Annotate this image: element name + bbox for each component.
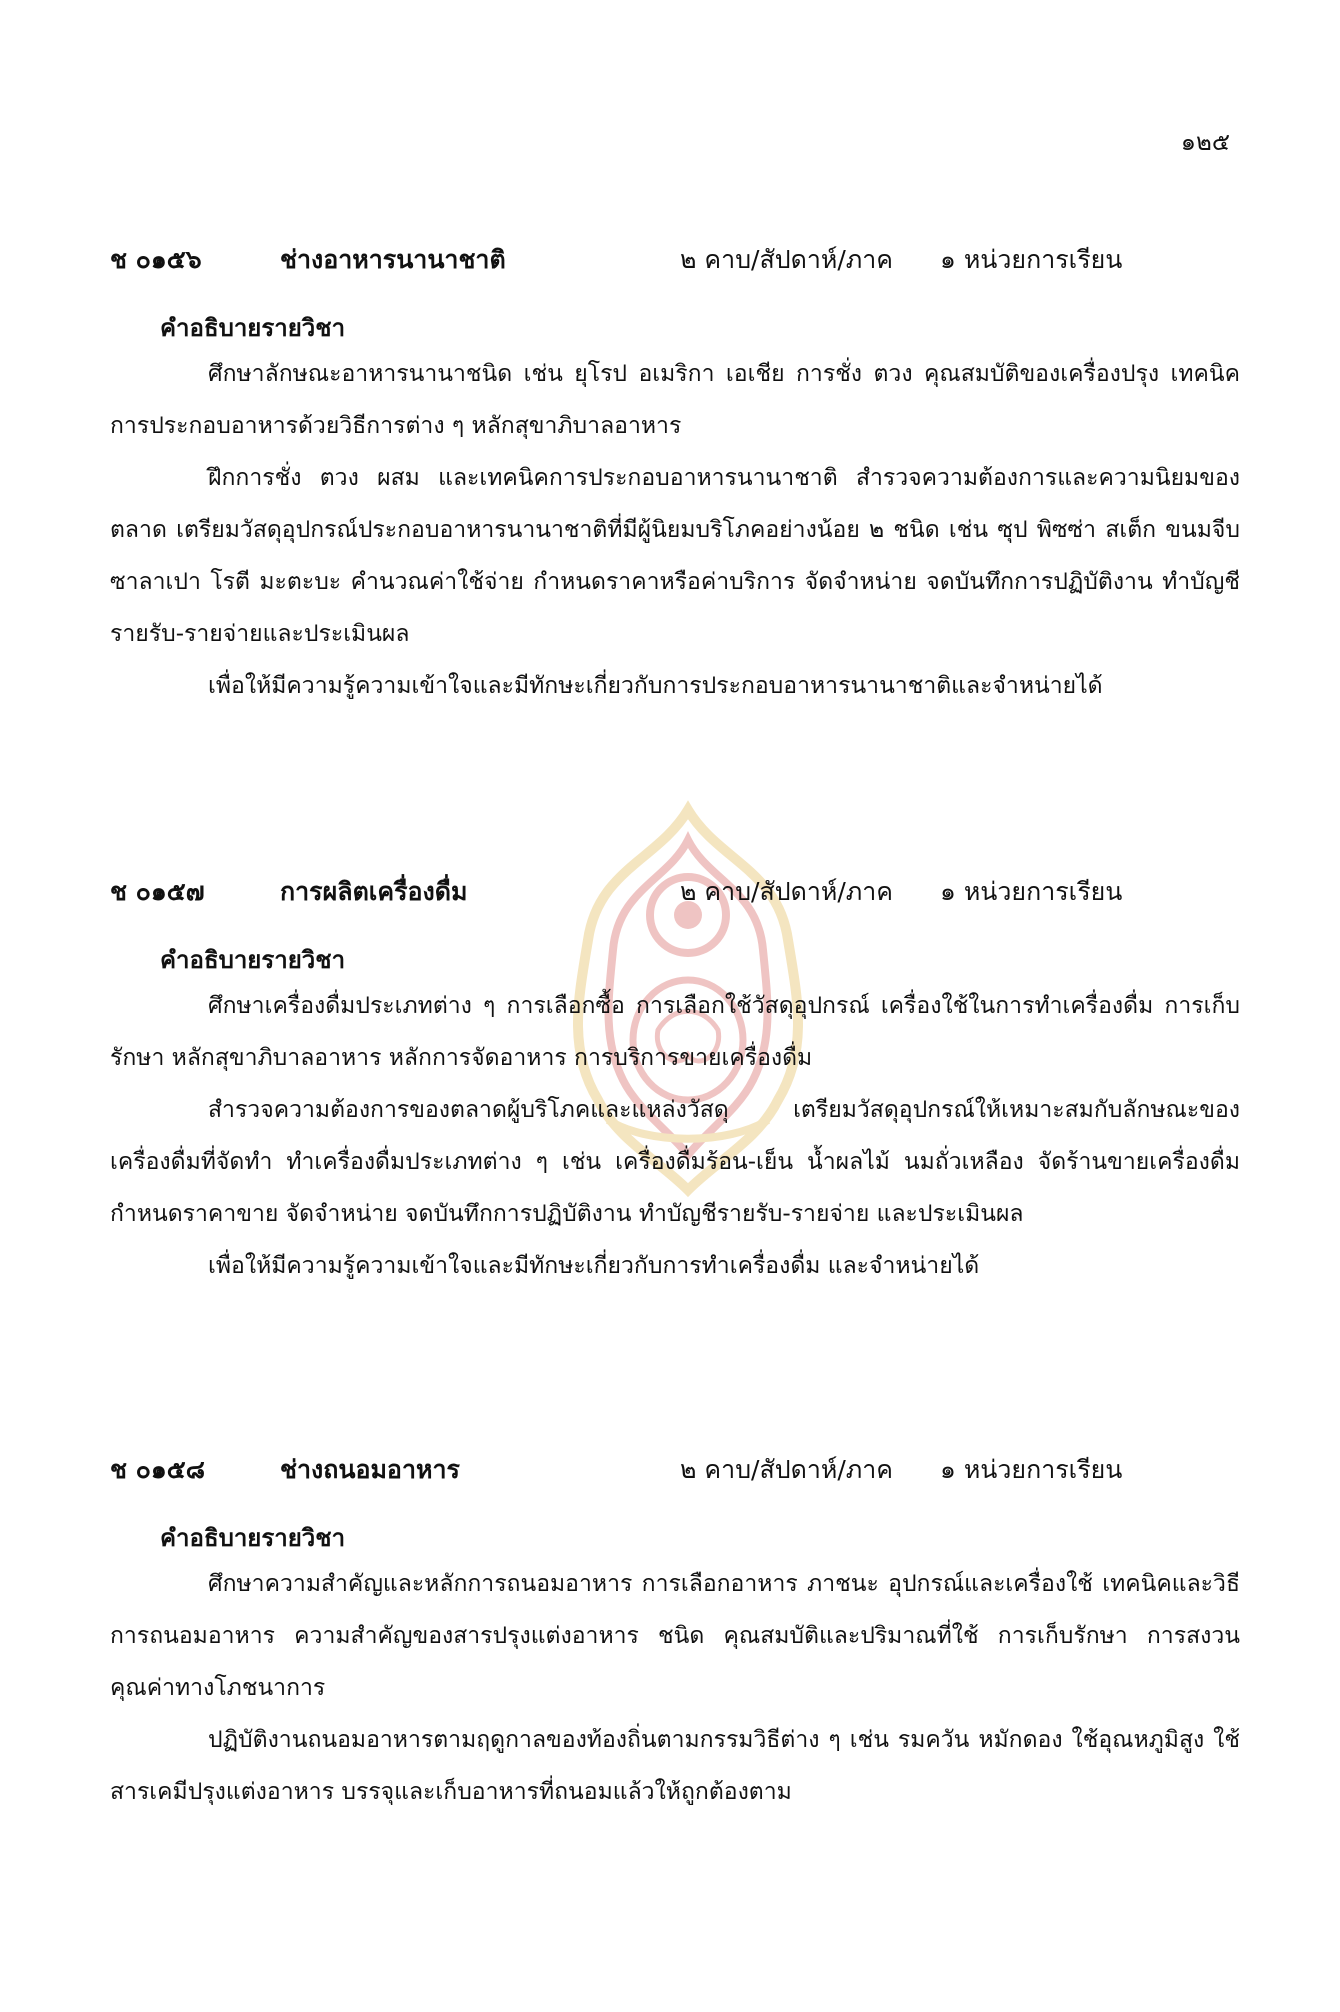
description-paragraph: เพื่อให้มีความรู้ความเข้าใจและมีทักษะเกี่ยวกับการทำเครื่องดื่ม และจำหน่ายได้ [208, 1253, 980, 1279]
description-heading: คำอธิบายรายวิชา [160, 1524, 346, 1552]
description-heading: คำอธิบายรายวิชา [160, 946, 346, 974]
course-credits: ๑ หน่วยการเรียน [940, 877, 1123, 906]
course-section [110, 1450, 1240, 1818]
course-code: ช ๐๑๕๘ [110, 1455, 206, 1484]
page-number: ๑๒๕ [1180, 128, 1230, 156]
description-paragraph: ปฏิบัติงานถนอมอาหารตามฤดูกาลของท้องถิ่นตามกรรมวิธีต่าง ๆ เช่น รมควัน หมักดอง ใช้อุณหภูมิสูง ใช้สารเคมีปรุงแต่งอาหาร บรรจุและเก็บอาหารที่ถนอมแล้วให้ถูกต้องตาม [110, 1727, 1240, 1805]
course-credits: ๑ หน่วยการเรียน [940, 1455, 1123, 1484]
description-paragraph: ฝึกการชั่ง ตวง ผสม และเทคนิคการประกอบอาหารนานาชาติ สำรวจความต้องการและความนิยมของตลาด เตรียมวัสดุอุปกรณ์ประกอบอาหารนานาชาติที่มีผู้นิยมบริโภคอย่างน้อย ๒ ชนิด เช่น ซุป พิซซ่า สเต็ก ขนมจีบ ซาลาเปา โรตี มะตะบะ คำนวณค่าใช้จ่าย กำหนดราคาหรือค่าบริการ จัดจำหน่าย จดบันทึกการปฏิบัติงาน ทำบัญชีรายรับ-รายจ่ายและประเมินผล [110, 465, 1240, 647]
description-heading: คำอธิบายรายวิชา [160, 314, 346, 342]
course-credits: ๑ หน่วยการเรียน [940, 245, 1123, 274]
description-paragraph: เพื่อให้มีความรู้ความเข้าใจและมีทักษะเกี่ยวกับการประกอบอาหารนานาชาติและจำหน่ายได้ [208, 673, 1103, 699]
course-header [110, 1450, 1240, 1490]
description-paragraph: ศึกษาความสำคัญและหลักการถนอมอาหาร การเลือกอาหาร ภาชนะ อุปกรณ์และเครื่องใช้ เทคนิคและวิธีการถนอมอาหาร ความสำคัญของสารปรุงแต่งอาหาร ชนิด คุณสมบัติและปริมาณที่ใช้ การเก็บรักษา การสงวนคุณค่าทางโภชนาการ [110, 1571, 1240, 1701]
course-name: ช่างถนอมอาหาร [280, 1455, 460, 1484]
description-paragraph: สำรวจความต้องการของตลาดผู้บริโภคและแหล่งวัสดุ เตรียมวัสดุอุปกรณ์ให้เหมาะสมกับลักษณะของเครื่องดื่มที่จัดทำ ทำเครื่องดื่มประเภทต่าง ๆ เช่น เครื่องดื่มร้อน-เย็น น้ำผลไม้ นมถั่วเหลือง จัดร้านขายเครื่องดื่ม กำหนดราคาขาย จัดจำหน่าย จดบันทึกการปฏิบัติงาน ทำบัญชีรายรับ-รายจ่าย และประเมินผล [110, 1097, 1240, 1227]
description-paragraph: ศึกษาลักษณะอาหารนานาชนิด เช่น ยุโรป อเมริกา เอเชีย การชั่ง ตวง คุณสมบัติของเครื่องปรุง เทคนิคการประกอบอาหารด้วยวิธีการต่าง ๆ หลักสุขาภิบาลอาหาร [110, 361, 1240, 439]
course-name: การผลิตเครื่องดื่ม [280, 877, 468, 906]
course-hours: ๒ คาบ/สัปดาห์/ภาค [680, 877, 894, 906]
course-header [110, 240, 1240, 280]
course-code: ช ๐๑๕๖ [110, 245, 202, 274]
course-section [110, 240, 1240, 712]
course-hours: ๒ คาบ/สัปดาห์/ภาค [680, 245, 894, 274]
course-header [110, 872, 1240, 912]
description-paragraph: ศึกษาเครื่องดื่มประเภทต่าง ๆ การเลือกซื้อ การเลือกใช้วัสดุอุปกรณ์ เครื่องใช้ในการทำเครื่องดื่ม การเก็บรักษา หลักสุขาภิบาลอาหาร หลักการจัดอาหาร การบริการขายเครื่องดื่ม [110, 993, 1240, 1071]
course-section [110, 872, 1240, 1292]
course-hours: ๒ คาบ/สัปดาห์/ภาค [680, 1455, 894, 1484]
course-code: ช ๐๑๕๗ [110, 877, 205, 906]
course-name: ช่างอาหารนานาชาติ [280, 245, 506, 274]
